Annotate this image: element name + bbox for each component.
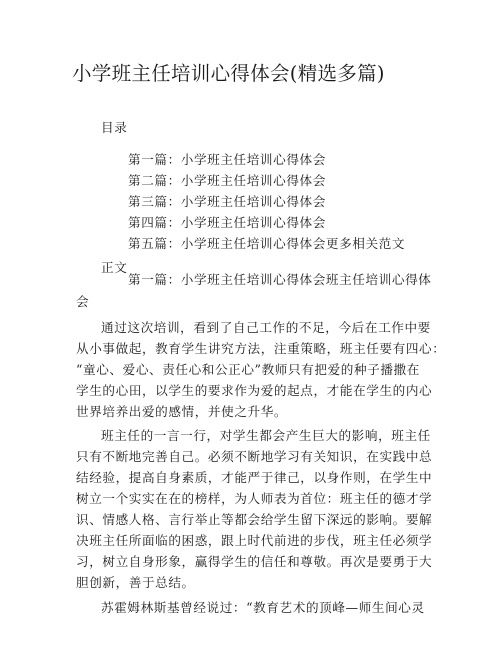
paragraph-line: 习，树立自身形象，赢得学生的信任和尊敬。再次是要勇于大 [76,554,433,569]
paragraph-line: 结经验，提高自身素质，才能严于律己，以身作则，在学生中 [76,470,433,485]
toc-item: 第四篇：小学班主任培训心得体会 [128,215,326,230]
paragraph-line: 胆创新，善于总结。 [76,575,195,590]
paragraph-line: 决班主任所面临的困惑，跟上时代前进的步伐，班主任必须学 [76,533,433,548]
toc-item: 第二篇：小学班主任培训心得体会 [128,173,326,188]
paragraph-line: “童心、爱心、责任心和公正心”教师只有把爱的种子播撒在 [76,362,420,377]
paragraph-line: 世界培养出爱的感情，并使之升华。 [76,404,288,419]
toc-item: 第五篇：小学班主任培训心得体会更多相关范文 [128,236,406,251]
paragraph-line: 识、情感人格、言行举止等都会给学生留下深远的影响。要解 [76,512,433,527]
paragraph-line: 班主任的一言一行，对学生都会产生巨大的影响，班主任 [101,428,431,443]
section-heading-line: 会 [76,294,90,309]
paragraph-line: 从小事做起，教育学生讲究方法，注重策略，班主任要有四心： [76,341,446,356]
paragraph-line: 树立一个实实在在的榜样，为人师表为首位：班主任的德才学 [76,491,433,506]
paragraph-line: 苏霍姆林斯基曾经说过：“教育艺术的顶峰—师生间心灵 [101,600,425,615]
toc-item: 第三篇：小学班主任培训心得体会 [128,194,326,209]
toc-label: 目录 [101,120,128,135]
paragraph-line: 学生的心田，以学生的要求作为爱的起点，才能在学生的内心 [76,383,433,398]
toc-item: 第一篇：小学班主任培训心得体会 [128,152,326,167]
paragraph-line: 通过这次培训，看到了自己工作的不足，今后在工作中要 [101,320,431,335]
paragraph-line: 只有不断地完善自己。必须不断地学习有关知识，在实践中总 [76,449,433,464]
section-heading-line: 第一篇：小学班主任培训心得体会班主任培训心得体 [128,272,432,287]
body-label: 正文 [101,260,128,275]
document-title: 小学班主任培训心得体会(精选多篇) [72,62,385,85]
